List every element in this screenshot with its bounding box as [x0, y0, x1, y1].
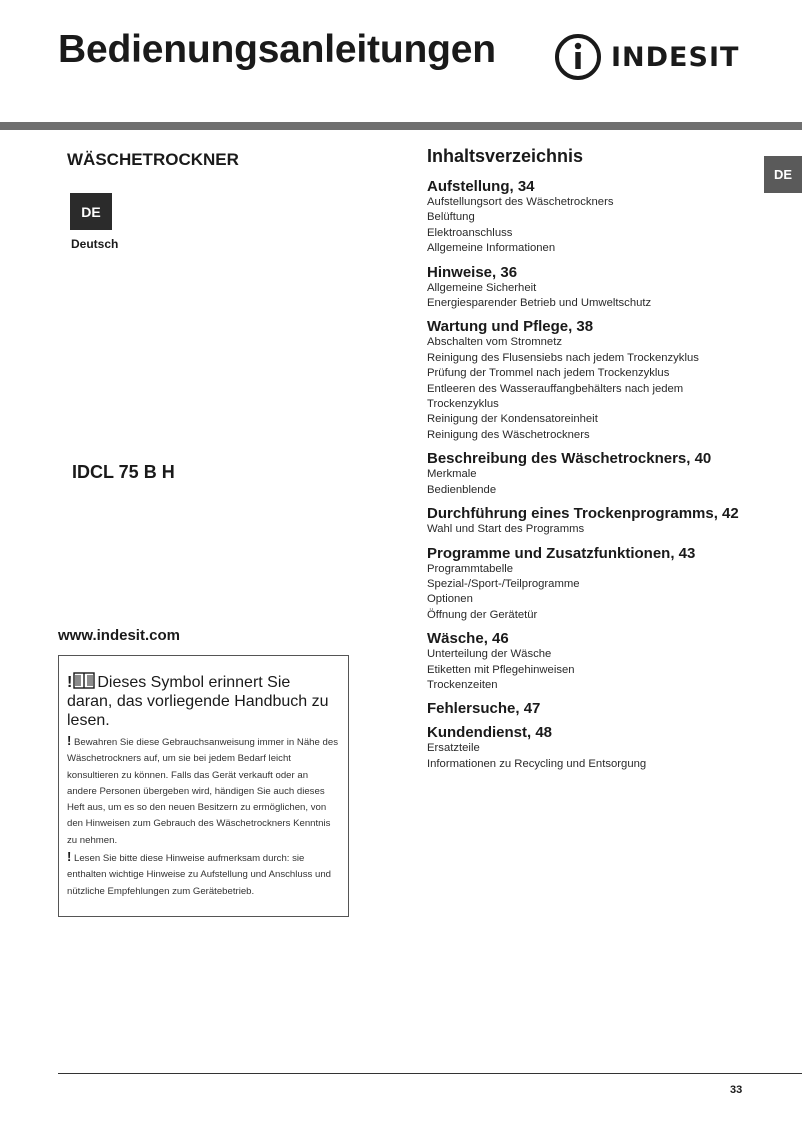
toc-item: Belüftung	[427, 211, 475, 224]
toc-section	[427, 546, 757, 624]
toc-item: Bedienblende	[427, 483, 497, 496]
toc-section	[427, 506, 757, 537]
manual-notice-box	[58, 655, 349, 917]
toc-section	[427, 265, 757, 312]
toc-item: Elektroanschluss	[427, 226, 513, 239]
toc-section-title: Kundendienst, 48	[427, 724, 553, 742]
toc-item: Unterteilung der Wäsche	[427, 648, 552, 661]
toc-section-title: Wäsche, 46	[427, 630, 509, 648]
toc-section	[427, 451, 757, 498]
footer-divider	[58, 1073, 802, 1074]
language-side-tab: DE	[764, 156, 802, 193]
page-title: Bedienungsanleitungen	[58, 28, 496, 71]
toc-section-title: Beschreibung des Wäschetrockners, 40	[427, 450, 712, 468]
toc-section	[427, 319, 757, 443]
toc-section	[427, 725, 757, 772]
toc-section	[427, 631, 757, 693]
toc-item: Reinigung des Flusensiebs nach jedem Trockenzyklus	[427, 351, 699, 364]
toc-item: Reinigung des Wäschetrockners	[427, 428, 590, 441]
toc-section	[427, 701, 757, 717]
toc-section-title: Hinweise, 36	[427, 263, 518, 281]
toc-item: Aufstellungsort des Wäschetrockners	[427, 196, 614, 208]
language-badge: DE	[70, 193, 112, 230]
warning-mark: !	[67, 674, 73, 691]
notice-paragraph-text: Lesen Sie bitte diese Hinweise aufmerksam durch: sie enthalten wichtige Hinweise zu Aufstellung und Anschluss und nützliche Empfehlungen zum Gerätebetrieb.	[67, 853, 331, 897]
notice-paragraph	[67, 849, 340, 900]
toc-section-title: Programme und Zusatzfunktionen, 43	[427, 544, 696, 562]
toc-item: Merkmale	[427, 468, 477, 481]
notice-lead-text: Dieses Symbol erinnert Sie daran, das vorliegende Handbuch zu lesen.	[67, 674, 329, 729]
toc-item: Allgemeine Sicherheit	[427, 281, 537, 294]
brand-name: INDESIT	[611, 41, 740, 73]
toc-item: Ersatzteile	[427, 742, 480, 755]
language-name: Deutsch	[71, 237, 119, 251]
toc-section-title: Fehlersuche, 47	[427, 700, 541, 718]
toc-item: Reinigung der Kondensatoreinheit	[427, 413, 598, 426]
indesit-logo-icon	[553, 32, 603, 82]
toc-item: Optionen	[427, 593, 473, 606]
toc-item: Spezial-/Sport-/Teilprogramme	[427, 577, 580, 590]
toc-item: Trockenzeiten	[427, 678, 498, 691]
toc-section	[427, 179, 757, 257]
warning-mark: !	[67, 849, 72, 865]
toc-item: Programmtabelle	[427, 562, 514, 575]
product-type: WÄSCHETROCKNER	[67, 150, 239, 169]
page-number: 33	[730, 1084, 743, 1096]
notice-paragraph	[67, 733, 340, 849]
toc-item: Öffnung der Gerätetür	[427, 608, 538, 621]
toc-heading: Inhaltsverzeichnis	[427, 146, 584, 166]
brand-logo	[553, 32, 739, 82]
table-of-contents	[427, 146, 757, 780]
toc-item: Informationen zu Recycling und Entsorgung	[427, 757, 647, 770]
notice-lead	[67, 672, 340, 730]
toc-section-title: Aufstellung, 34	[427, 178, 535, 195]
header-divider	[0, 122, 802, 130]
toc-item: Prüfung der Trommel nach jedem Trockenzyklus	[427, 367, 670, 380]
toc-section-title: Wartung und Pflege, 38	[427, 318, 594, 336]
toc-item: Entleeren des Wasserauffangbehälters nach jedem Trockenzyklus	[427, 382, 684, 411]
toc-section-title: Durchführung eines Trockenprogramms, 42	[427, 505, 739, 523]
website-url: www.indesit.com	[58, 627, 180, 644]
notice-paragraph-text: Bewahren Sie diese Gebrauchsanweisung immer in Nähe des Wäschetrockners auf, um sie bei jedem Bedarf leicht konsultieren zu können. Falls das Gerät verkauft oder an andere Personen übergeben wird, händigen Sie auch dieses Heft aus, um es so den neuen Besitzern zu ermöglichen, von den Hinweisen zum Gebrauch des Wäschetrockners Kenntnis zu nehmen.	[67, 737, 338, 846]
warning-mark: !	[67, 733, 72, 748]
model-number: IDCL 75 B H	[72, 462, 175, 482]
toc-item: Etiketten mit Pflegehinweisen	[427, 663, 575, 676]
toc-item: Wahl und Start des Programms	[427, 523, 585, 536]
toc-item: Allgemeine Informationen	[427, 242, 556, 255]
toc-item: Energiesparender Betrieb und Umweltschutz	[427, 297, 652, 310]
book-icon	[73, 672, 95, 689]
toc-item: Abschalten vom Stromnetz	[427, 336, 562, 349]
